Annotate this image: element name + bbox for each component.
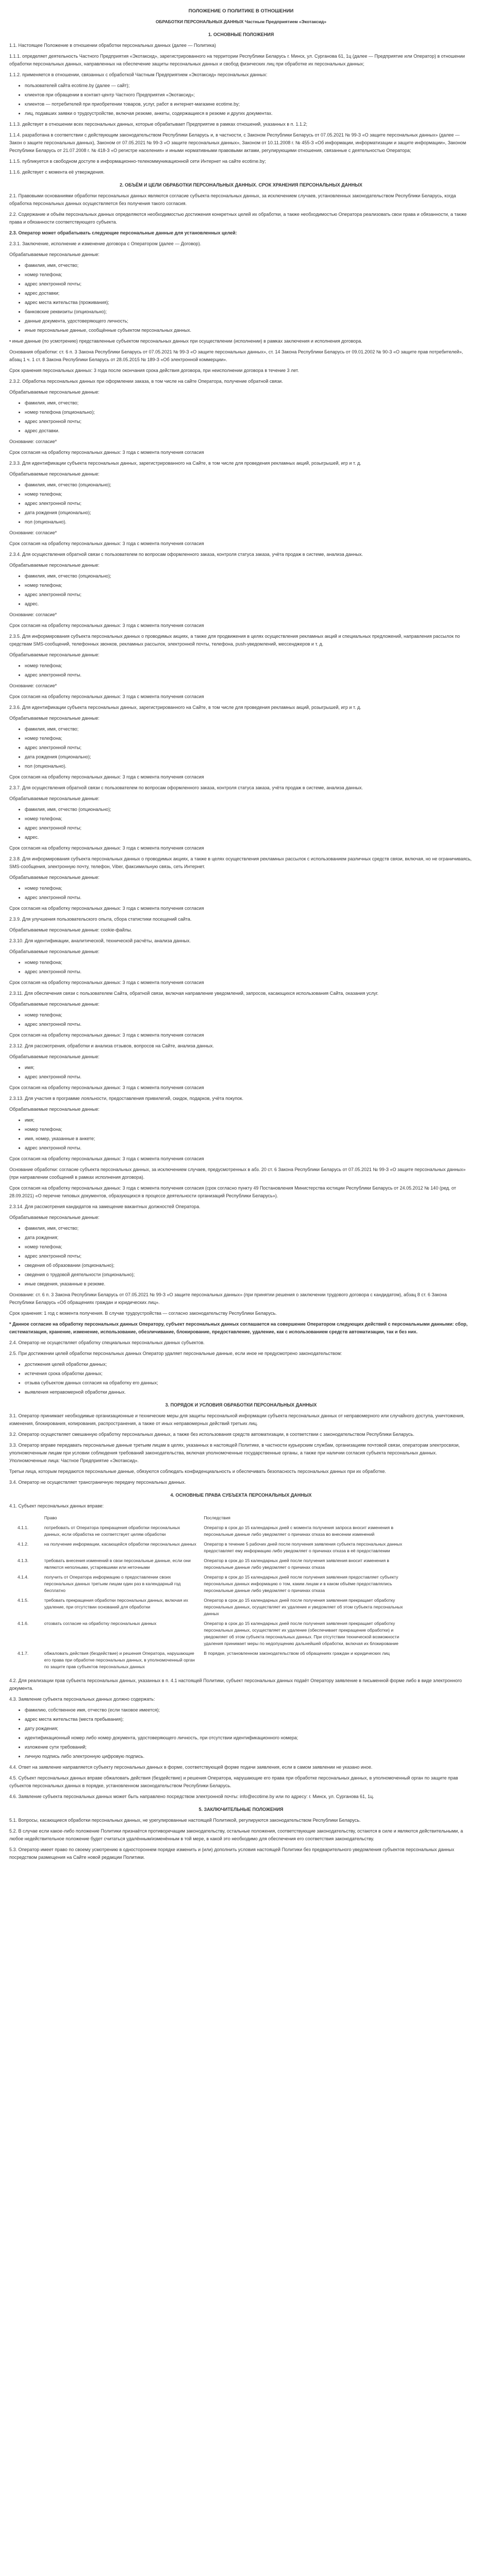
list-item: • личную подпись либо электронную цифровую подпись. (25, 1753, 473, 1760)
paragraph: 4.4. Ответ на заявление направляется субъекту персональных данных в форме, соответствующей форме подачи заявления, если в самом заявлении не указано иное. (9, 1765, 373, 1770)
paragraph: Срок согласия на обработку персональных данных: 3 года с момента получения согласия (срок согласно пункту 49 Постановления Министерства юстиции Республики Беларусь от 24.05.2012 № 140 (ред. от 28.09.2021) «О перечне типовых документов, образующихся в процессе деятельности организаций Республики Беларусь»). (9, 1185, 456, 1198)
paragraph: Основание: согласие* (9, 612, 57, 617)
section-title: 5. ЗАКЛЮЧИТЕЛЬНЫЕ ПОЛОЖЕНИЯ (198, 1807, 284, 1812)
table-row (14, 1556, 406, 1572)
paragraph: Обрабатываемые персональные данные: (9, 652, 99, 657)
list-item: • имя, номер, указанные в анкете; (25, 1135, 473, 1143)
bullet-list (9, 262, 473, 334)
paragraph: Срок согласия на обработку персональных данных: 3 года с момента получения согласия (9, 450, 204, 455)
table-row (14, 1619, 406, 1649)
table-cell: Оператор в течение 5 рабочих дней после получения заявления субъекта персональных данных предоставляет ему информацию либо уведомляет о причинах отказа в её предоставлении (204, 1541, 403, 1553)
table-cell: 4.1.1. (18, 1525, 29, 1530)
paragraph: 1.1.1. определяет деятельность Частного Предприятия «Экотаксид», зарегистрированного на территории Республики Беларусь г. Минск, ул. Сурганова 61, 1ц (далее — Предприятие или Оператор) в отношении обработки персональных данных, направленных на обеспечение защиты персональных данных и свобод физических лиц при обработке их персональных данных; (9, 54, 465, 66)
paragraph: Обрабатываемые персональные данные: (9, 1215, 99, 1220)
paragraph: Третьи лица, которым передаются персональные данные, обязуются соблюдать конфиденциальность и обеспечивать безопасность персональных данных при их обработке. (9, 1469, 386, 1474)
paragraph: 5.2. В случае если какое-либо положение Политики признаётся противоречащим законодательству, остальные положения, соответствующие законодательству, остаются в силе и являются действительными, а любое недействительное положение будет считаться удалённым/изменённым в той мере, в какой это необходимо для обеспечения его соответствия законодательству. (9, 1828, 463, 1841)
list-item: • фамилия, имя, отчество; (25, 725, 473, 733)
list-item: • отзыва субъектом данных согласия на обработку его данных; (25, 1379, 473, 1387)
table-cell: получить от Оператора информацию о предоставлении своих персональных данных третьим лицам один раз в календарный год бесплатно (44, 1574, 181, 1593)
paragraph: Основание: согласие* (9, 683, 57, 688)
table-header-row (14, 1513, 406, 1523)
paragraph: Срок согласия на обработку персональных данных: 3 года с момента получения согласия (9, 1085, 204, 1090)
paragraph: 2.3.8. Для информирования субъекта персональных данных о проводимых акциях, а также в целях осуществления рекламных рассылок с использованием различных средств связи, включая, но не ограничиваясь, SMS-сообщения, электронную почту, телефон, Viber, факсимильную связь, сеть Интернет. (9, 856, 472, 869)
paragraph: 2.5. При достижении целей обработки персональных данных Оператор удаляет персональные данные, если иное не предусмотрено законодательством: (9, 1351, 342, 1356)
list-item: • номер телефона; (25, 885, 473, 892)
list-item: • номер телефона; (25, 735, 473, 742)
paragraph: 2.3.6. Для идентификации субъекта персональных данных, зарегистрированного на Сайте, в том числе для проведения рекламных акций, розыгрышей, игр и т. д. (9, 705, 361, 710)
table-cell: требовать внесения изменений в свои персональные данные, если они являются неполными, устаревшими или неточными (44, 1558, 191, 1570)
paragraph: Срок согласия на обработку персональных данных: 3 года с момента получения согласия (9, 1032, 204, 1038)
paragraph: 5.3. Оператор имеет право по своему усмотрению в одностороннем порядке изменить и (или) дополнить условия настоящей Политики без предварительного уведомления субъектов персональных данных посредством размещения на Сайте новой редакции Политики. (9, 1847, 455, 1860)
list-item: • адрес электронной почты. (25, 1073, 473, 1081)
list-item: • пол (опционально). (25, 518, 473, 526)
list-item: • адрес доставки. (25, 427, 473, 435)
list-item: • номер телефона; (25, 271, 473, 279)
section (9, 1806, 473, 1861)
section (9, 31, 473, 176)
list-item: • фамилия, имя, отчество; (25, 1225, 473, 1232)
list-item: • данные документа, удостоверяющего личность; (25, 317, 473, 325)
paragraph: 1.1.3. действует в отношении всех персональных данных, которые обрабатывает Предприятие в рамках отношений, указанных в п. 1.1.2; (9, 122, 308, 127)
section (9, 1492, 473, 1801)
list-item: • лиц, подавших заявки о трудоустройстве, включая резюме, анкеты, содержащиеся в резюме и других документах. (25, 110, 473, 117)
list-item: • адрес электронной почты; (25, 418, 473, 426)
section-title: 3. ПОРЯДОК И УСЛОВИЯ ОБРАБОТКИ ПЕРСОНАЛЬНЫХ ДАННЫХ (165, 1402, 317, 1408)
paragraph: 2.1. Правовыми основаниями обработки персональных данных являются согласие субъекта персональных данных, за исключением случаев, установленных законодательством Республики Беларусь, когда обработка персональных данных осуществляется без получения такого согласия. (9, 193, 456, 206)
paragraph: Срок согласия на обработку персональных данных: 3 года с момента получения согласия (9, 906, 204, 911)
list-item: • номер телефона; (25, 1011, 473, 1019)
list-item: • пол (опционально). (25, 762, 473, 770)
bullet-list (9, 399, 473, 435)
table-cell: 4.1.6. (18, 1621, 29, 1626)
table-cell: 4.1.2. (18, 1541, 29, 1547)
paragraph: 1.1.4. разработана в соответствии с действующим законодательством Республики Беларусь и, в частности, с Законом Республики Беларусь от 07.05.2021 № 99-З «О защите персональных данных» (далее — Закон о защите персональных данных), Законом от 07.05.2021 № 99-З «О защите персональных данных», Законом от 10.11.2008 г. № 455-З «Об информации, информатизации и защите информации», Законом Республики Беларусь от 21.07.2008 г. № 418-З «О регистре населения» и иными нормативными правовыми актами, регулирующими отношения, связанные с деятельностью Оператора; (9, 132, 467, 153)
list-item: • клиентов — потребителей при приобретении товаров, услуг, работ в интернет-магазине ecotime.by; (25, 100, 473, 108)
paragraph: Обрабатываемые персональные данные: (9, 949, 99, 954)
table-row (14, 1596, 406, 1619)
bullet-list (9, 572, 473, 608)
paragraph: 2.3.13. Для участия в программе лояльности, предоставления привилегий, скидок, подарков, учёта покупок. (9, 1096, 243, 1101)
table-cell: 4.1.7. (18, 1651, 29, 1656)
table-row (14, 1539, 406, 1556)
table-cell: Оператор в срок до 15 календарных дней после получения заявления предоставляет субъекту персональных данных информацию о том, каким лицам и в каком объёме предоставлялись персональные данные либо уведомляет о причинах отказа (204, 1574, 398, 1593)
paragraph: 1.1.2. применяется в отношении, связанных с обработкой Частным Предприятием «Экотаксид» персональных данных: (9, 72, 268, 77)
paragraph: 1.1. Настоящее Положение в отношении обработки персональных данных (далее — Политика) (9, 43, 216, 48)
document-title: ПОЛОЖЕНИЕ О ПОЛИТИКЕ В ОТНОШЕНИИ (188, 8, 294, 14)
paragraph: Срок согласия на обработку персональных данных: 3 года с момента получения согласия (9, 774, 204, 779)
paragraph: 2.3.11. Для обеспечения связи с пользователем Сайта, обратной связи, включая направление уведомлений, запросов, касающихся использования Сайта, оказания услуг. (9, 991, 379, 996)
list-item: • фамилия, имя, отчество; (25, 399, 473, 407)
list-item: • адрес электронной почты; (25, 500, 473, 507)
table-row (14, 1523, 406, 1539)
list-item: • номер телефона; (25, 959, 473, 967)
paragraph: Срок хранения: 1 год с момента получения. В случае трудоустройства — согласно законодательству Республики Беларусь. (9, 1311, 277, 1316)
table-cell: Оператор в срок до 15 календарных дней после получения заявления прекращает обработку персональных данных, осуществляет их удаление и уведомляет об этом субъекта персональных данных (204, 1598, 403, 1616)
paragraph: Срок согласия на обработку персональных данных: 3 года с момента получения согласия (9, 694, 204, 699)
paragraph: 3.2. Оператор осуществляет смешанную обработку персональных данных, а также без использования средств автоматизации, в соответствии с законодательством Республики Беларусь. (9, 1432, 414, 1437)
list-item: • фамилию, собственное имя, отчество (если таковое имеется); (25, 1706, 473, 1714)
list-item: • номер телефона; (25, 662, 473, 670)
paragraph: 2.3.10. Для идентификации, аналитической, технической расчёты, анализа данных. (9, 938, 191, 943)
table-cell: обжаловать действия (бездействие) и решения Оператора, нарушающие его права при обработке персональных данных, в уполномоченный орган по защите прав субъектов персональных данных (44, 1651, 195, 1669)
table-cell: В порядке, установленном законодательством об обращениях граждан и юридических лиц (204, 1651, 390, 1656)
paragraph: Основание обработки: согласие субъекта персональных данных, за исключением случаев, предусмотренных в абз. 20 ст. 6 Закона Республики Беларусь от 07.05.2021 № 99-З «О защите персональных данных» (при направлении сообщений в рамках исполнения договора). (9, 1167, 466, 1180)
paragraph: Срок согласия на обработку персональных данных: 3 года с момента получения согласия (9, 541, 204, 546)
table-header-cell: Право (44, 1515, 57, 1520)
list-item: • изложение сути требований; (25, 1743, 473, 1751)
paragraph: 5.1. Вопросы, касающиеся обработки персональных данных, не урегулированные настоящей Политикой, регулируются законодательством Республики Беларусь. (9, 1818, 361, 1823)
section (9, 181, 473, 1396)
table-cell: Оператор в срок до 15 календарных дней после получения заявления прекращает обработку персональных данных, осуществляет их удаление (обеспечивает прекращение обработки) и уведомляет об этом субъекта персональных данных. При отсутствии технической возможности удаления принимает меры по недопущению дальнейшей обработки, включая их блокирование (204, 1621, 400, 1646)
bullet-list (9, 959, 473, 976)
section-title: 4. ОСНОВНЫЕ ПРАВА СУБЪЕКТА ПЕРСОНАЛЬНЫХ ДАННЫХ (170, 1493, 312, 1498)
paragraph: Обрабатываемые персональные данные: (9, 1002, 99, 1007)
list-item: • адрес электронной почты; (25, 280, 473, 288)
list-item: • фамилия, имя, отчество; (25, 262, 473, 269)
paragraph: Срок согласия на обработку персональных данных: 3 года с момента получения согласия (9, 1156, 204, 1161)
document-subtitle: ОБРАБОТКИ ПЕРСОНАЛЬНЫХ ДАННЫХ Частным Предприятием «Экотаксид» (155, 19, 327, 24)
bullet-list (9, 806, 473, 841)
list-item: • дата рождения (опционально); (25, 509, 473, 517)
list-item: • адрес места жительства (проживания); (25, 299, 473, 307)
section-title: 1. ОСНОВНЫЕ ПОЛОЖЕНИЯ (208, 32, 274, 37)
list-item: • идентификационный номер либо номер документа, удостоверяющего личность, при отсутствии идентификационного номера; (25, 1734, 473, 1742)
list-item: • сведения об образовании (опционально); (25, 1262, 473, 1269)
paragraph: Обрабатываемые персональные данные: (9, 471, 99, 477)
paragraph: • иные данные (по усмотрению) представленные субъектом персональных данных при осуществлении (исполнении) в рамках заключения и исполнения договора. (9, 338, 362, 344)
list-item: • дата рождения; (25, 1234, 473, 1242)
bullet-list (9, 1225, 473, 1288)
table-cell: 4.1.4. (18, 1574, 29, 1580)
list-item: • сведения о трудовой деятельности (опционально); (25, 1271, 473, 1279)
paragraph: Обрабатываемые персональные данные: (9, 875, 99, 880)
list-item: • иные персональные данные, сообщённые субъектом персональных данных. (25, 327, 473, 334)
list-item: • адрес. (25, 834, 473, 841)
paragraph: 2.3.1. Заключение, исполнение и изменение договора с Оператором (далее — Договор). (9, 241, 202, 246)
paragraph: 4.6. Заявление субъекта персональных данных может быть направлено посредством электронной почты: info@ecotime.by или по адресу: г. Минск, ул. Сурганова 61, 1ц. (9, 1794, 374, 1799)
bullet-list (9, 885, 473, 902)
list-item: • номер телефона; (25, 490, 473, 498)
table-cell: требовать прекращения обработки персональных данных, включая их удаление, при отсутствии оснований для обработки (44, 1598, 188, 1609)
bullet-list (9, 1011, 473, 1028)
list-item: • банковские реквизиты (опционально); (25, 308, 473, 316)
list-item: • номер телефона (опционально); (25, 409, 473, 416)
bullet-list (9, 82, 473, 117)
paragraph: 4.1. Субъект персональных данных вправе: (9, 1503, 104, 1509)
list-item: • адрес места жительства (места пребывания); (25, 1716, 473, 1723)
paragraph: 1.1.5. публикуется в свободном доступе в информационно-телекоммуникационной сети Интернет на сайте ecotime.by; (9, 159, 266, 164)
list-item: • адрес электронной почты. (25, 1144, 473, 1152)
paragraph: 2.3. Оператор может обрабатывать следующие персональные данные для установленных целей: (9, 230, 237, 235)
document-body (9, 31, 473, 1861)
paragraph: 2.2. Содержание и объём персональных данных определяются необходимостью достижения конкретных целей их обработки, а также необходимостью Оператора реализовать свои права и обязанности, а также права и обязанности соответствующего субъекта. (9, 212, 467, 225)
paragraph: Обрабатываемые персональные данные: (9, 716, 99, 721)
table-cell: отозвать согласие на обработку персональных данных (44, 1621, 157, 1626)
list-item: • адрес. (25, 600, 473, 608)
paragraph: Основание: согласие* (9, 439, 57, 444)
table-row (14, 1572, 406, 1596)
list-item: • дата рождения (опционально); (25, 753, 473, 761)
paragraph: Обрабатываемые персональные данные: (9, 796, 99, 801)
list-item: • выявления неправомерной обработки данных. (25, 1388, 473, 1396)
paragraph: 2.3.7. Для осуществления обратной связи с пользователем по вопросам оформленного заказа, контроля статуса заказа, учёта продаж в системе, анализа данных. (9, 785, 363, 790)
paragraph: 3.3. Оператор вправе передавать персональные данные третьим лицам в целях, указанных в настоящей Политике, в частности курьерским службам, организациям почтовой связи, операторам электросвязи, уполномоченным лицам при условии соблюдения требований законодательства, включая уполномоченные государственные органы, а также при наличии согласия субъекта персональных данных. Уполномоченные лица: Частное Предприятие «Экотаксид». (9, 1443, 460, 1463)
paragraph: 3.4. Оператор не осуществляет трансграничную передачу персональных данных. (9, 1480, 186, 1485)
paragraph: Обрабатываемые персональные данные: (9, 563, 99, 568)
table-cell: Оператор в срок до 15 календарных дней с момента получения запроса вносит изменения в персональные данные либо уведомляет о причинах отказа во внесении изменений (204, 1525, 394, 1537)
bullet-list (9, 1361, 473, 1396)
paragraph: Срок согласия на обработку персональных данных: 3 года с момента получения согласия (9, 845, 204, 851)
list-item: • фамилия, имя, отчество (опционально); (25, 481, 473, 489)
table-header-cell (14, 1513, 41, 1523)
table-cell: потребовать от Оператора прекращения обработки персональных данных, если обработка не соответствует целям обработки (44, 1525, 180, 1537)
bullet-list (9, 1064, 473, 1081)
rights-table (14, 1513, 406, 1672)
list-item: • истечения срока обработки данных; (25, 1370, 473, 1378)
paragraph: Обрабатываемые персональные данные: (9, 389, 99, 395)
list-item: • адрес электронной почты; (25, 1252, 473, 1260)
paragraph: 2.3.4. Для осуществления обратной связи с пользователем по вопросам оформленного заказа, контроля статуса заказа, учёта продаж в системе, анализа данных. (9, 552, 363, 557)
table-header-cell: Последствия (204, 1515, 230, 1520)
bullet-list (9, 662, 473, 679)
list-item: • клиентов при обращении в контакт-центр Частного Предприятия «Экотаксид»; (25, 91, 473, 99)
list-item: • адрес электронной почты. (25, 1021, 473, 1028)
paragraph: 2.3.12. Для рассмотрения, обработки и анализа отзывов, вопросов на Сайте, анализа данных. (9, 1043, 214, 1048)
table-cell: Оператор в срок до 15 календарных дней после получения заявления вносит изменения в персональные данные либо уведомляет о причинах отказа (204, 1558, 389, 1570)
list-item: • дату рождения; (25, 1725, 473, 1733)
paragraph: Срок согласия на обработку персональных данных: 3 года с момента получения согласия (9, 980, 204, 985)
paragraph: * Данное согласие на обработку персональных данных Оператору, субъект персональных данных соглашается на совершение Оператором следующих действий с персональными данными: сбор, систематизация, хранение, изменение, использование, обезличивание, блокирование, предоставление, удаление, как с использованием средств автоматизации, так и без них. (9, 1321, 468, 1334)
list-item: • номер телефона; (25, 815, 473, 823)
paragraph: 2.3.2. Обработка персональных данных при оформлении заказа, в том числе на сайте Оператора, получение обратной связи. (9, 379, 283, 384)
paragraph: 3.1. Оператор принимает необходимые организационные и технические меры для защиты персональной информации субъекта персональных данных от неправомерного или случайного доступа, уничтожения, изменения, блокирования, копирования, распространения, а также от иных неправомерных действий третьих лиц. (9, 1413, 465, 1426)
table-cell: 4.1.5. (18, 1598, 29, 1603)
table-cell: на получение информации, касающейся обработки персональных данных (44, 1541, 196, 1547)
list-item: • фамилия, имя, отчество (опционально); (25, 806, 473, 814)
paragraph: 2.3.3. Для идентификации субъекта персональных данных, зарегистрированного на Сайте, в том числе для проведения рекламных акций, розыгрышей, игр и т. д. (9, 461, 361, 466)
paragraph: 4.3. Заявление субъекта персональных данных должно содержать: (9, 1697, 155, 1702)
list-item: • адрес электронной почты; (25, 591, 473, 599)
paragraph: Обрабатываемые персональные данные: (9, 1054, 99, 1059)
paragraph: Основание: согласие* (9, 530, 57, 535)
list-item: • номер телефона; (25, 1126, 473, 1133)
table-row (14, 1649, 406, 1672)
paragraph: Обрабатываемые персональные данные: (9, 252, 99, 257)
paragraph: 4.5. Субъект персональных данных вправе обжаловать действия (бездействие) и решения Оператора, нарушающие его права при обработке персональных данных, в уполномоченный орган по защите прав субъектов персональных данных в порядке, установленном законодательством Республики Беларусь. (9, 1775, 458, 1788)
bullet-list (9, 725, 473, 770)
list-item: • адрес электронной почты. (25, 894, 473, 902)
section-title: 2. ОБЪЁМ И ЦЕЛИ ОБРАБОТКИ ПЕРСОНАЛЬНЫХ ДАННЫХ. СРОК ХРАНЕНИЯ ПЕРСОНАЛЬНЫХ ДАННЫХ (120, 182, 362, 188)
section (9, 1401, 473, 1486)
list-item: • фамилия, имя, отчество (опционально); (25, 572, 473, 580)
list-item: • номер телефона; (25, 582, 473, 589)
list-item: • адрес электронной почты; (25, 824, 473, 832)
list-item: • пользователей сайта ecotime.by (далее — сайт); (25, 82, 473, 90)
paragraph: Обрабатываемые персональные данные: cookie-файлы. (9, 927, 132, 933)
paragraph: 2.4. Оператор не осуществляет обработку специальных персональных данных субъектов. (9, 1340, 205, 1345)
table-cell: 4.1.3. (18, 1558, 29, 1563)
list-item: • адрес электронной почты; (25, 744, 473, 752)
bullet-list (9, 1116, 473, 1152)
list-item: • адрес электронной почты. (25, 968, 473, 976)
list-item: • адрес доставки; (25, 290, 473, 297)
bullet-list (9, 1706, 473, 1760)
paragraph: Срок согласия на обработку персональных данных: 3 года с момента получения согласия (9, 623, 204, 628)
paragraph: 1.1.6. действует с момента её утверждения. (9, 170, 105, 175)
list-item: • достижения целей обработки данных; (25, 1361, 473, 1368)
list-item: • адрес электронной почты. (25, 671, 473, 679)
list-item: • номер телефона; (25, 1243, 473, 1251)
paragraph: Срок хранения персональных данных: 3 года после окончания срока действия договора, при неисполнении договора в течение 3 лет. (9, 368, 299, 373)
paragraph: Основание: ст. 6 п. 3 Закона Республики Беларусь от 07.05.2021 № 99-З «О защите персональных данных» (при принятии решения о заключении трудового договора с кандидатом), абзац 8 ст. 6 Закона Республики Беларусь «Об обращениях граждан и юридических лиц». (9, 1292, 447, 1305)
list-item: • имя; (25, 1064, 473, 1072)
bullet-list (9, 481, 473, 526)
paragraph: 2.3.14. Для рассмотрения кандидатов на замещение вакантных должностей Оператора. (9, 1204, 201, 1209)
list-item: • имя; (25, 1116, 473, 1124)
paragraph: 4.2. Для реализации прав субъекта персональных данных, указанных в п. 4.1 настоящей Политики, субъект персональных данных подаёт Оператору заявление в письменной форме либо в виде электронного документа. (9, 1678, 462, 1691)
paragraph: Основания обработки: ст. 6 п. 3 Закона Республики Беларусь от 07.05.2021 № 99-З «О защите персональных данных», ст. 14 Закона Республики Беларусь от 09.01.2002 № 90-З «О защите прав потребителей», абзац 1 ч. 1 ст. 8 Закона Республики Беларусь от 28.05.2015 № 189-З «Об электронной коммерции». (9, 349, 463, 362)
paragraph: 2.3.9. Для улучшения пользовательского опыта, сбора статистики посещений сайта. (9, 917, 192, 922)
paragraph: Обрабатываемые персональные данные: (9, 1107, 99, 1112)
list-item: • иные сведения, указанные в резюме. (25, 1280, 473, 1288)
paragraph: 2.3.5. Для информирования субъекта персональных данных о проводимых акциях, а также для продвижения в целях осуществления рекламных акций и специальных предложений, направления рассылок по средствам SMS-сообщений, телефонных звонков, рекламных рассылок, электронной почты, телефона, push-уведомлений, мессенджеров и т. д. (9, 634, 460, 647)
